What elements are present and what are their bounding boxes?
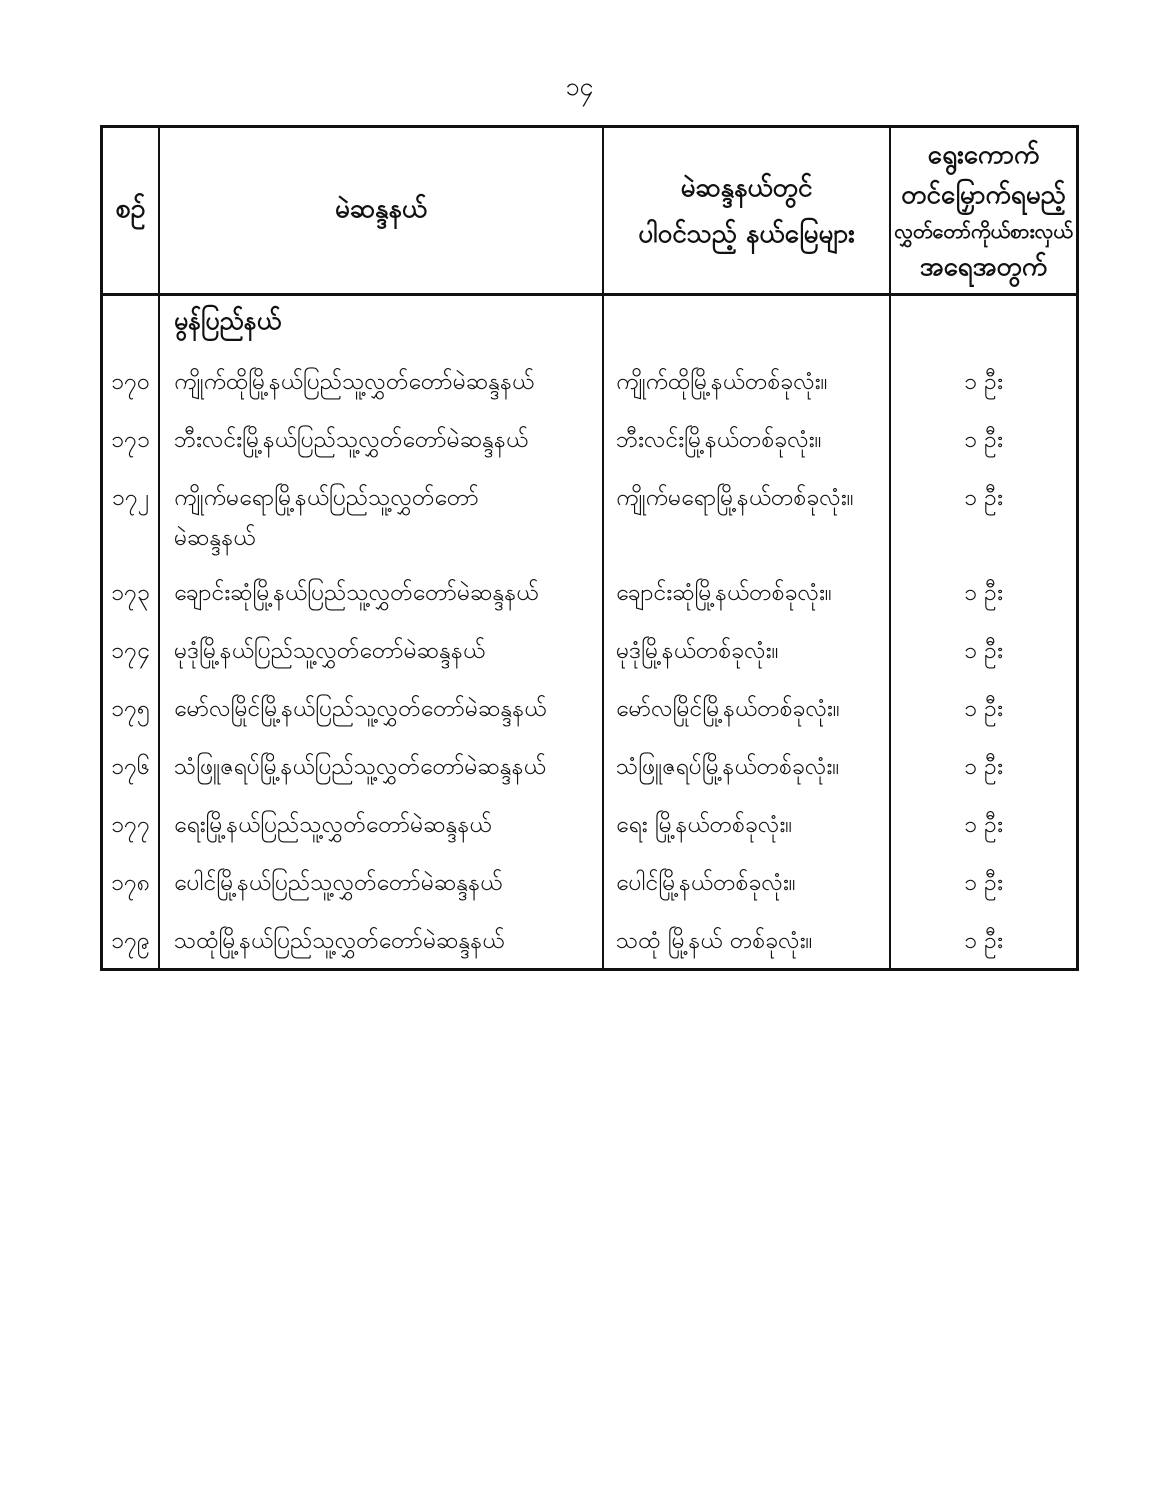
table-row bbox=[103, 354, 1076, 412]
row-areas: ပေါင်မြို့နယ်တစ်ခုလုံး။ bbox=[604, 855, 891, 913]
row-count: ၁ ဦး bbox=[964, 754, 1003, 780]
row-constituency: ချောင်းဆုံမြို့နယ်ပြည်သူ့လွှတ်တော်မဲဆန္ဒနယ် bbox=[160, 565, 604, 623]
table-row bbox=[103, 623, 1076, 681]
table-header-row bbox=[103, 128, 1076, 296]
header-reps-line2: တင်မြှောက်ရမည့် bbox=[901, 179, 1066, 210]
row-constituency: မော်လမြိုင်မြို့နယ်ပြည်သူ့လွှတ်တော်မဲဆန္ဒနယ် bbox=[160, 681, 604, 739]
header-areas-line1: မဲဆန္ဒနယ်တွင် bbox=[680, 172, 813, 203]
header-constituency: မဲဆန္ဒနယ် bbox=[160, 128, 604, 293]
header-reps-line3: လွှတ်တော်ကိုယ်စားလှယ် bbox=[894, 218, 1073, 243]
table-row bbox=[103, 797, 1076, 855]
header-serial: စဉ် bbox=[103, 128, 160, 293]
section-areas-empty bbox=[604, 296, 891, 354]
row-count: ၁ ဦး bbox=[964, 870, 1003, 896]
page-number: ၁၄ bbox=[565, 72, 594, 101]
row-count: ၁ ဦး bbox=[964, 369, 1003, 395]
row-serial: ၁၇၆ bbox=[103, 739, 160, 797]
row-serial: ၁၇၂ bbox=[103, 470, 160, 565]
row-areas: မော်လမြိုင်မြို့နယ်တစ်ခုလုံး။ bbox=[604, 681, 891, 739]
row-constituency: ဘီးလင်းမြို့နယ်ပြည်သူ့လွှတ်တော်မဲဆန္ဒနယ် bbox=[160, 412, 604, 470]
table-row bbox=[103, 412, 1076, 470]
row-areas: သံဖြူဇရပ်မြို့နယ်တစ်ခုလုံး။ bbox=[604, 739, 891, 797]
row-count: ၁ ဦး bbox=[964, 812, 1003, 838]
section-title: မွန်ပြည်နယ် bbox=[160, 296, 604, 354]
table-row bbox=[103, 913, 1076, 968]
constituency-line1: ကျိုက်မရောမြို့နယ်ပြည်သူ့လွှတ်တော် bbox=[174, 485, 479, 511]
row-count: ၁ ဦး bbox=[964, 427, 1003, 453]
section-count-empty bbox=[891, 296, 1076, 354]
row-areas: သထုံ မြို့နယ် တစ်ခုလုံး။ bbox=[604, 913, 891, 968]
constituency-table bbox=[100, 125, 1079, 971]
row-areas: ကျိုက်ထိုမြို့နယ်တစ်ခုလုံး။ bbox=[604, 354, 891, 412]
row-constituency bbox=[160, 470, 604, 565]
row-areas: ချောင်းဆုံမြို့နယ်တစ်ခုလုံး။ bbox=[604, 565, 891, 623]
header-reps-line4: အရေအတွက် bbox=[919, 251, 1048, 282]
row-areas: ကျိုက်မရောမြို့နယ်တစ်ခုလုံး။ bbox=[604, 470, 891, 565]
row-serial: ၁၇၉ bbox=[103, 913, 160, 968]
row-areas: မုဒုံမြို့နယ်တစ်ခုလုံး။ bbox=[604, 623, 891, 681]
constituency-line2: မဲဆန္ဒနယ် bbox=[174, 525, 256, 551]
section-row bbox=[103, 296, 1076, 354]
section-serial-empty bbox=[103, 296, 160, 354]
header-areas bbox=[604, 128, 891, 293]
row-serial: ၁၇၅ bbox=[103, 681, 160, 739]
row-constituency: မုဒုံမြို့နယ်ပြည်သူ့လွှတ်တော်မဲဆန္ဒနယ် bbox=[160, 623, 604, 681]
table-row bbox=[103, 470, 1076, 565]
row-serial: ၁၇၃ bbox=[103, 565, 160, 623]
row-count: ၁ ဦး bbox=[964, 485, 1003, 511]
row-serial: ၁၇၇ bbox=[103, 797, 160, 855]
row-serial: ၁၇၀ bbox=[103, 354, 160, 412]
row-count: ၁ ဦး bbox=[964, 928, 1003, 954]
header-reps-line1: ရွေးကောက် bbox=[927, 139, 1040, 170]
table-row bbox=[103, 681, 1076, 739]
header-areas-line2: ပါဝင်သည့် နယ်မြေများ bbox=[638, 218, 855, 249]
table-row bbox=[103, 565, 1076, 623]
header-representatives bbox=[891, 128, 1076, 293]
row-count: ၁ ဦး bbox=[964, 696, 1003, 722]
row-count: ၁ ဦး bbox=[964, 580, 1003, 606]
table-row bbox=[103, 855, 1076, 913]
row-serial: ၁၇၄ bbox=[103, 623, 160, 681]
row-areas: ဘီးလင်းမြို့နယ်တစ်ခုလုံး။ bbox=[604, 412, 891, 470]
row-serial: ၁၇၈ bbox=[103, 855, 160, 913]
table-row bbox=[103, 739, 1076, 797]
row-areas: ရေး မြို့နယ်တစ်ခုလုံး။ bbox=[604, 797, 891, 855]
row-constituency: သံဖြူဇရပ်မြို့နယ်ပြည်သူ့လွှတ်တော်မဲဆန္ဒနယ် bbox=[160, 739, 604, 797]
row-serial: ၁၇၁ bbox=[103, 412, 160, 470]
row-constituency: ပေါင်မြို့နယ်ပြည်သူ့လွှတ်တော်မဲဆန္ဒနယ် bbox=[160, 855, 604, 913]
row-constituency: ရေးမြို့နယ်ပြည်သူ့လွှတ်တော်မဲဆန္ဒနယ် bbox=[160, 797, 604, 855]
row-constituency: သထုံမြို့နယ်ပြည်သူ့လွှတ်တော်မဲဆန္ဒနယ် bbox=[160, 913, 604, 968]
row-constituency: ကျိုက်ထိုမြို့နယ်ပြည်သူ့လွှတ်တော်မဲဆန္ဒနယ် bbox=[160, 354, 604, 412]
row-count: ၁ ဦး bbox=[964, 638, 1003, 664]
